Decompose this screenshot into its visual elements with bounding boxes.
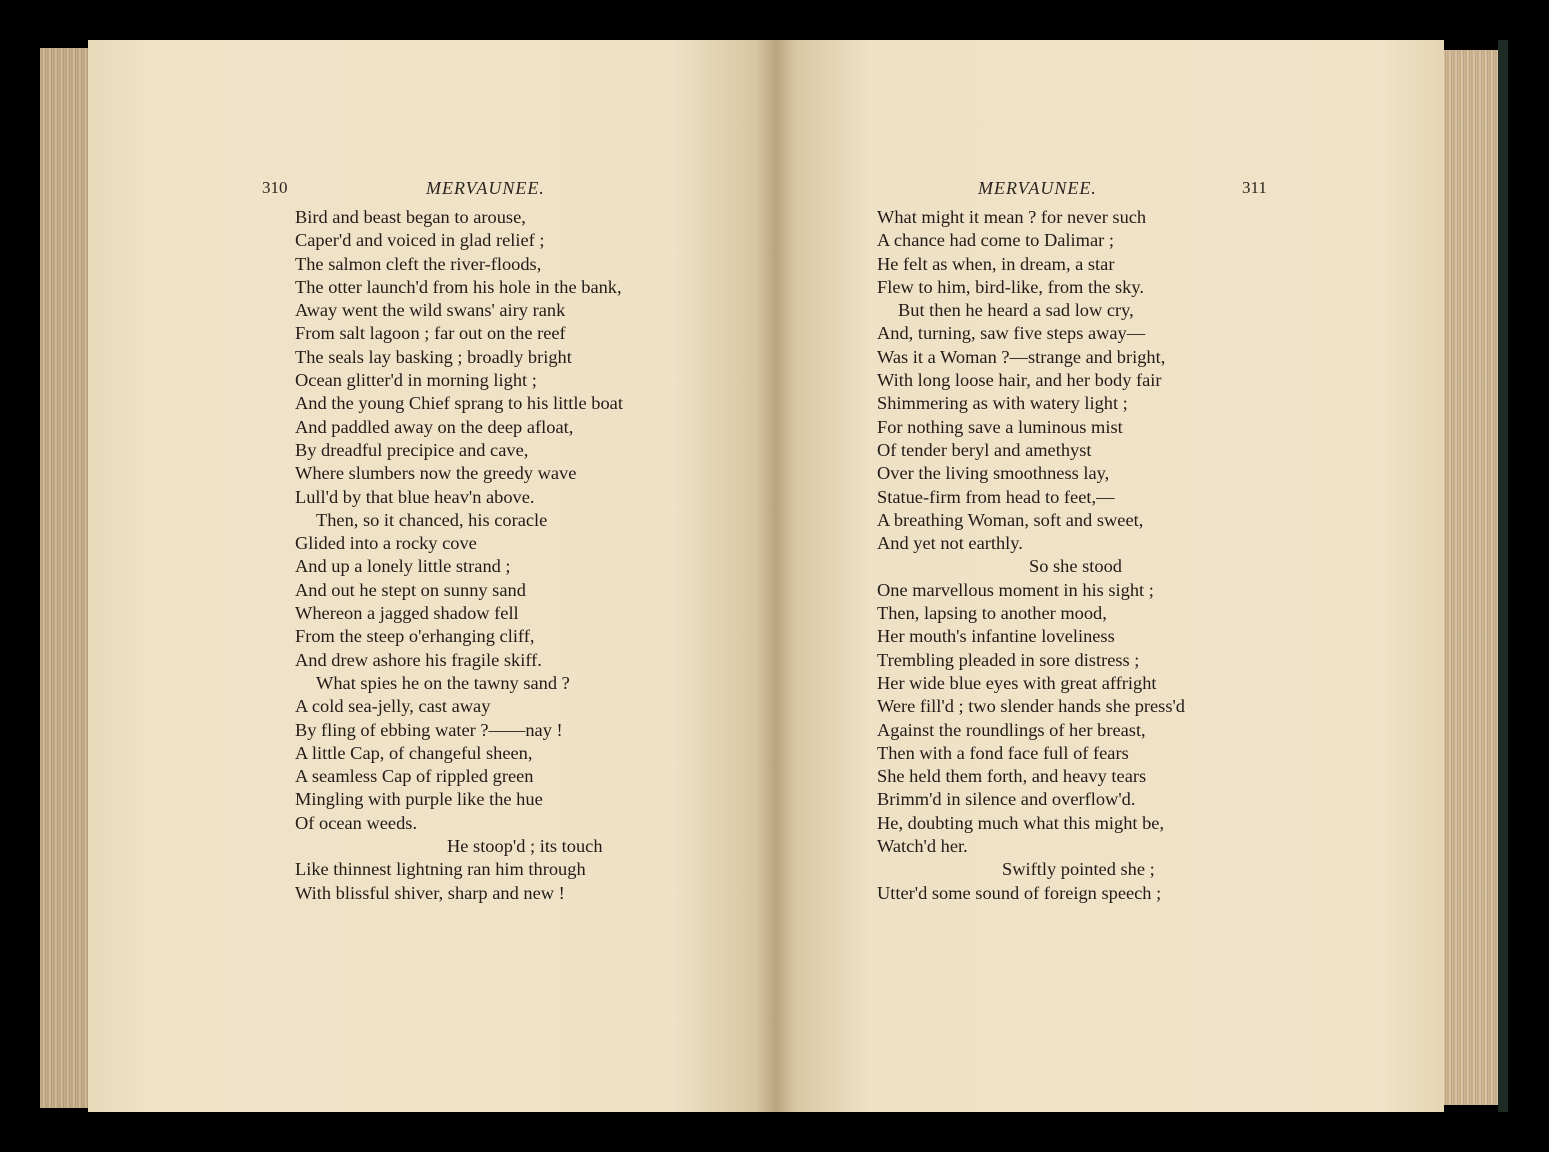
- verse-line: Mingling with purple like the hue: [295, 789, 543, 810]
- verse-line: And paddled away on the deep afloat,: [295, 416, 574, 437]
- left-page: [88, 40, 776, 1112]
- right-page: [776, 40, 1444, 1112]
- verse-line: From salt lagoon ; far out on the reef: [295, 323, 566, 344]
- verse-line: Against the roundlings of her breast,: [877, 719, 1146, 740]
- verse-line: By dreadful precipice and cave,: [295, 439, 529, 460]
- verse-line: A seamless Cap of rippled green: [295, 766, 534, 787]
- verse-line: Brimm'd in silence and overflow'd.: [877, 789, 1136, 810]
- verse-line: Caper'd and voiced in glad relief ;: [295, 230, 545, 251]
- verse-line: And out he stept on sunny sand: [295, 579, 526, 600]
- verse-line: Whereon a jagged shadow fell: [295, 603, 519, 624]
- verse-line: A breathing Woman, soft and sweet,: [877, 509, 1144, 530]
- verse-line: Like thinnest lightning ran him through: [295, 859, 586, 880]
- running-head: MERVAUNEE.: [426, 178, 545, 198]
- verse-line: A cold sea-jelly, cast away: [295, 696, 491, 717]
- verse-line: Statue-firm from head to feet,—: [877, 486, 1115, 507]
- verse-line: She held them forth, and heavy tears: [877, 766, 1147, 787]
- verse-line: With long loose hair, and her body fair: [877, 370, 1162, 391]
- verse-line: And up a lonely little strand ;: [295, 556, 511, 577]
- verse-line: He felt as when, in dream, a star: [877, 253, 1115, 274]
- verse-line: And, turning, saw five steps away—: [877, 323, 1146, 344]
- verse-line: Where slumbers now the greedy wave: [295, 463, 577, 484]
- poem-text: [877, 206, 1185, 905]
- verse-line: Then, lapsing to another mood,: [877, 603, 1107, 624]
- running-head: MERVAUNEE.: [978, 178, 1097, 198]
- verse-line: Shimmering as with watery light ;: [877, 393, 1128, 414]
- verse-line: The seals lay basking ; broadly bright: [295, 346, 572, 367]
- verse-line: Lull'd by that blue heav'n above.: [295, 486, 535, 507]
- page-number: 311: [1242, 178, 1267, 197]
- verse-line: Of tender beryl and amethyst: [877, 439, 1092, 460]
- verse-line: Watch'd her.: [877, 836, 968, 857]
- verse-line: By fling of ebbing water ?——nay !: [295, 719, 563, 740]
- verse-line: Then, so it chanced, his coracle: [316, 509, 548, 530]
- book-cover-edge: [1498, 40, 1508, 1112]
- verse-line: Her wide blue eyes with great affright: [877, 672, 1157, 693]
- verse-line: One marvellous moment in his sight ;: [877, 579, 1154, 600]
- verse-line: Her mouth's infantine loveliness: [877, 626, 1115, 647]
- verse-line: And drew ashore his fragile skiff.: [295, 649, 542, 670]
- verse-line: Ocean glitter'd in morning light ;: [295, 370, 537, 391]
- verse-line: What might it mean ? for never such: [877, 207, 1147, 227]
- verse-line: From the steep o'erhanging cliff,: [295, 626, 535, 647]
- page-edges-left: [40, 48, 92, 1108]
- verse-line: He stoop'd ; its touch: [447, 836, 603, 857]
- verse-line: Were fill'd ; two slender hands she press'd: [877, 696, 1186, 717]
- verse-line: And yet not earthly.: [877, 533, 1023, 554]
- poem-text: [295, 206, 623, 905]
- verse-line: A little Cap, of changeful sheen,: [295, 742, 533, 763]
- verse-line: Utter'd some sound of foreign speech ;: [877, 882, 1162, 903]
- verse-line: He, doubting much what this might be,: [877, 812, 1165, 833]
- verse-line: The otter launch'd from his hole in the bank,: [295, 276, 622, 297]
- verse-line: And the young Chief sprang to his little boat: [295, 393, 623, 414]
- verse-line: Glided into a rocky cove: [295, 533, 477, 554]
- verse-line: Bird and beast began to arouse,: [295, 207, 526, 227]
- open-book: [40, 40, 1508, 1112]
- verse-line: The salmon cleft the river-floods,: [295, 253, 542, 274]
- verse-line: So she stood: [1029, 556, 1122, 577]
- verse-line: A chance had come to Dalimar ;: [877, 230, 1114, 251]
- verse-line: With blissful shiver, sharp and new !: [295, 882, 565, 903]
- verse-line: Swiftly pointed she ;: [1002, 859, 1155, 880]
- page-number: 310: [262, 178, 288, 197]
- verse-line: Was it a Woman ?—strange and bright,: [877, 346, 1166, 367]
- verse-line: Away went the wild swans' airy rank: [295, 300, 566, 321]
- verse-line: Then with a fond face full of fears: [877, 742, 1129, 763]
- verse-line: For nothing save a luminous mist: [877, 416, 1123, 437]
- verse-line: But then he heard a sad low cry,: [898, 300, 1134, 321]
- verse-line: What spies he on the tawny sand ?: [316, 672, 570, 693]
- verse-line: Of ocean weeds.: [295, 812, 418, 833]
- verse-line: Flew to him, bird-like, from the sky.: [877, 276, 1144, 297]
- verse-line: Over the living smoothness lay,: [877, 463, 1110, 484]
- verse-line: Trembling pleaded in sore distress ;: [877, 649, 1140, 670]
